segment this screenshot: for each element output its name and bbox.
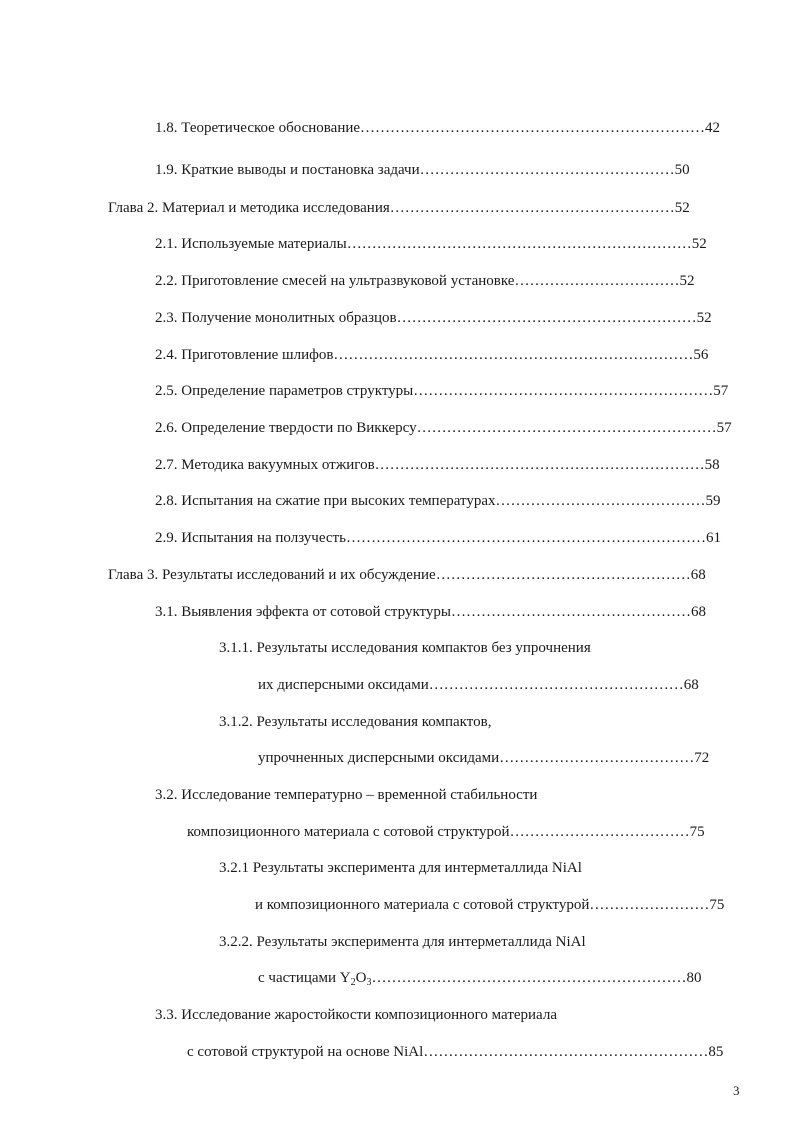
toc-page: 50 — [674, 162, 690, 178]
toc-title: Материал и методика исследования — [161, 200, 390, 216]
toc-title: Результаты исследования компактов без упрочнения — [256, 640, 591, 656]
toc-title: Выявления эффекта от сотовой структуры — [181, 604, 451, 620]
toc-leader-dots: …………………………………………………………… — [346, 236, 692, 252]
toc-title: с частицами Y — [258, 970, 351, 986]
toc-page: 59 — [705, 493, 721, 509]
toc-number: 3.2. — [155, 787, 178, 803]
toc-title: композиционного материала с сотовой структурой — [187, 824, 510, 840]
toc-title: Получение монолитных образцов — [181, 310, 397, 326]
toc-entry-3-1-1 — [219, 638, 591, 658]
toc-number: Глава 3. — [108, 567, 159, 583]
toc-number: 2.6. — [155, 420, 178, 436]
toc-number: Глава 2. — [108, 200, 159, 216]
toc-leader-dots: ……………………………… — [509, 824, 690, 840]
toc-title: Приготовление шлифов — [181, 347, 334, 363]
toc-leader-dots: …………………………………………… — [428, 677, 684, 693]
toc-leader-dots: …………………………………………… — [419, 162, 675, 178]
toc-number: 2.2. — [155, 273, 178, 289]
toc-entry-3-2-1 — [219, 858, 582, 878]
toc-number: 3.1.2. — [219, 714, 253, 730]
toc-page: 52 — [696, 310, 712, 326]
toc-title: Испытания на ползучесть — [181, 530, 346, 546]
toc-entry-3-3-cont — [187, 1042, 723, 1062]
toc-entry-2-2 — [155, 271, 694, 291]
toc-number: 2.5. — [155, 383, 178, 399]
toc-title: и композиционного материала с сотовой структурой — [255, 897, 590, 913]
toc-number: 1.9. — [155, 162, 178, 178]
toc-title: упрочненных дисперсными оксидами — [258, 750, 500, 766]
toc-entry-3-3 — [155, 1005, 557, 1025]
toc-page: 52 — [691, 236, 707, 252]
toc-title: Испытания на сжатие при высоких температурах — [181, 493, 496, 509]
toc-leader-dots: ………………………………………………………… — [374, 457, 705, 473]
toc-title-mid: O — [355, 970, 367, 986]
toc-number: 2.3. — [155, 310, 178, 326]
toc-leader-dots: …………………………………………………… — [413, 383, 714, 399]
toc-entry-3-1-2-cont — [258, 748, 709, 768]
toc-page: 57 — [713, 383, 729, 399]
toc-entry-3-1-2 — [219, 712, 491, 732]
toc-title: Результаты исследования компактов, — [256, 714, 492, 730]
toc-entry-2-8 — [155, 491, 721, 511]
toc-page: 80 — [686, 970, 702, 986]
toc-title: Результаты эксперимента для интерметаллида NiAl — [256, 934, 586, 950]
toc-number: 2.9. — [155, 530, 178, 546]
toc-title: Определение твердости по Виккерсу — [181, 420, 417, 436]
toc-entry-3-2-2-cont — [258, 968, 701, 993]
toc-title: Приготовление смесей на ультразвуковой установке — [181, 273, 515, 289]
toc-leader-dots: …………………………………………… — [435, 567, 691, 583]
toc-leader-dots: ………………………………………………… — [423, 1044, 709, 1060]
toc-page: 56 — [693, 347, 709, 363]
page-number: 3 — [733, 1083, 740, 1098]
toc-title: Исследование жаростойкости композиционного материала — [181, 1007, 557, 1023]
toc-page: 68 — [690, 604, 706, 620]
toc-title: Теоретическое обоснование — [181, 120, 361, 136]
toc-leader-dots: …………………………… — [514, 273, 680, 289]
toc-title: Методика вакуумных отжигов — [181, 457, 375, 473]
toc-number: 2.7. — [155, 457, 178, 473]
toc-page: 68 — [683, 677, 699, 693]
toc-title: Результаты исследований и их обсуждение — [161, 567, 436, 583]
toc-title: Используемые материалы — [181, 236, 347, 252]
toc-page: 58 — [704, 457, 720, 473]
toc-leader-dots: ……………………………………………………………… — [345, 530, 706, 546]
toc-entry-chapter-2 — [108, 198, 690, 218]
toc-leader-dots: ………………………………………… — [450, 604, 691, 620]
toc-entry-1-8 — [155, 118, 720, 138]
toc-entry-3-2 — [155, 785, 537, 805]
toc-leader-dots: …………………………………………………………… — [360, 120, 706, 136]
toc-page: 42 — [705, 120, 721, 136]
toc-number: 3.2.2. — [219, 934, 253, 950]
toc-page: 85 — [708, 1044, 724, 1060]
toc-leader-dots: ……………………………………………………………… — [333, 347, 694, 363]
toc-page: 68 — [690, 567, 706, 583]
toc-title: их дисперсными оксидами — [258, 677, 429, 693]
toc-title: с сотовой структурой на основе NiAl — [187, 1044, 424, 1060]
toc-entry-3-1-1-cont — [258, 675, 699, 695]
toc-page: 57 — [716, 420, 732, 436]
toc-title: Исследование температурно – временной стабильности — [181, 787, 538, 803]
toc-title: Определение параметров структуры — [181, 383, 414, 399]
toc-page: 72 — [694, 750, 710, 766]
toc-page: 75 — [709, 897, 725, 913]
toc-page: 61 — [705, 530, 721, 546]
toc-entry-2-5 — [155, 381, 728, 401]
toc-entry-2-3 — [155, 308, 712, 328]
toc-page: 75 — [689, 824, 705, 840]
toc-entry-2-6 — [155, 418, 732, 438]
toc-entry-2-4 — [155, 345, 708, 365]
toc-entry-3-1 — [155, 602, 706, 622]
toc-title: Краткие выводы и постановка задачи — [181, 162, 420, 178]
toc-entry-2-7 — [155, 455, 720, 475]
toc-entry-2-1 — [155, 234, 707, 254]
toc-subscript: 2 — [350, 977, 356, 988]
toc-entry-3-2-1-cont — [255, 895, 724, 915]
toc-entry-1-9 — [155, 160, 690, 180]
toc-subscript: 3 — [366, 977, 372, 988]
toc-number: 2.8. — [155, 493, 178, 509]
toc-leader-dots: …………………………………………………… — [396, 310, 697, 326]
toc-leader-dots: …………………………………………………… — [416, 420, 717, 436]
toc-number: 3.2.1 — [219, 860, 249, 876]
toc-leader-dots: …………………………………… — [495, 493, 706, 509]
toc-entry-2-9 — [155, 528, 721, 548]
toc-leader-dots: ………………………………… — [499, 750, 695, 766]
toc-leader-dots: ……………………………………………………… — [371, 970, 687, 986]
toc-entry-chapter-3 — [108, 565, 706, 585]
toc-number: 3.1.1. — [219, 640, 253, 656]
toc-number: 3.3. — [155, 1007, 178, 1023]
toc-page: 52 — [674, 200, 690, 216]
toc-number: 3.1. — [155, 604, 178, 620]
toc-page: 52 — [679, 273, 695, 289]
toc-number: 2.1. — [155, 236, 178, 252]
toc-leader-dots: …………………… — [589, 897, 710, 913]
toc-leader-dots: ………………………………………………… — [389, 200, 675, 216]
toc-entry-3-2-cont — [187, 822, 705, 842]
toc-number: 1.8. — [155, 120, 178, 136]
toc-number: 2.4. — [155, 347, 178, 363]
toc-entry-3-2-2 — [219, 932, 586, 952]
toc-title: Результаты эксперимента для интерметаллида NiAl — [252, 860, 582, 876]
